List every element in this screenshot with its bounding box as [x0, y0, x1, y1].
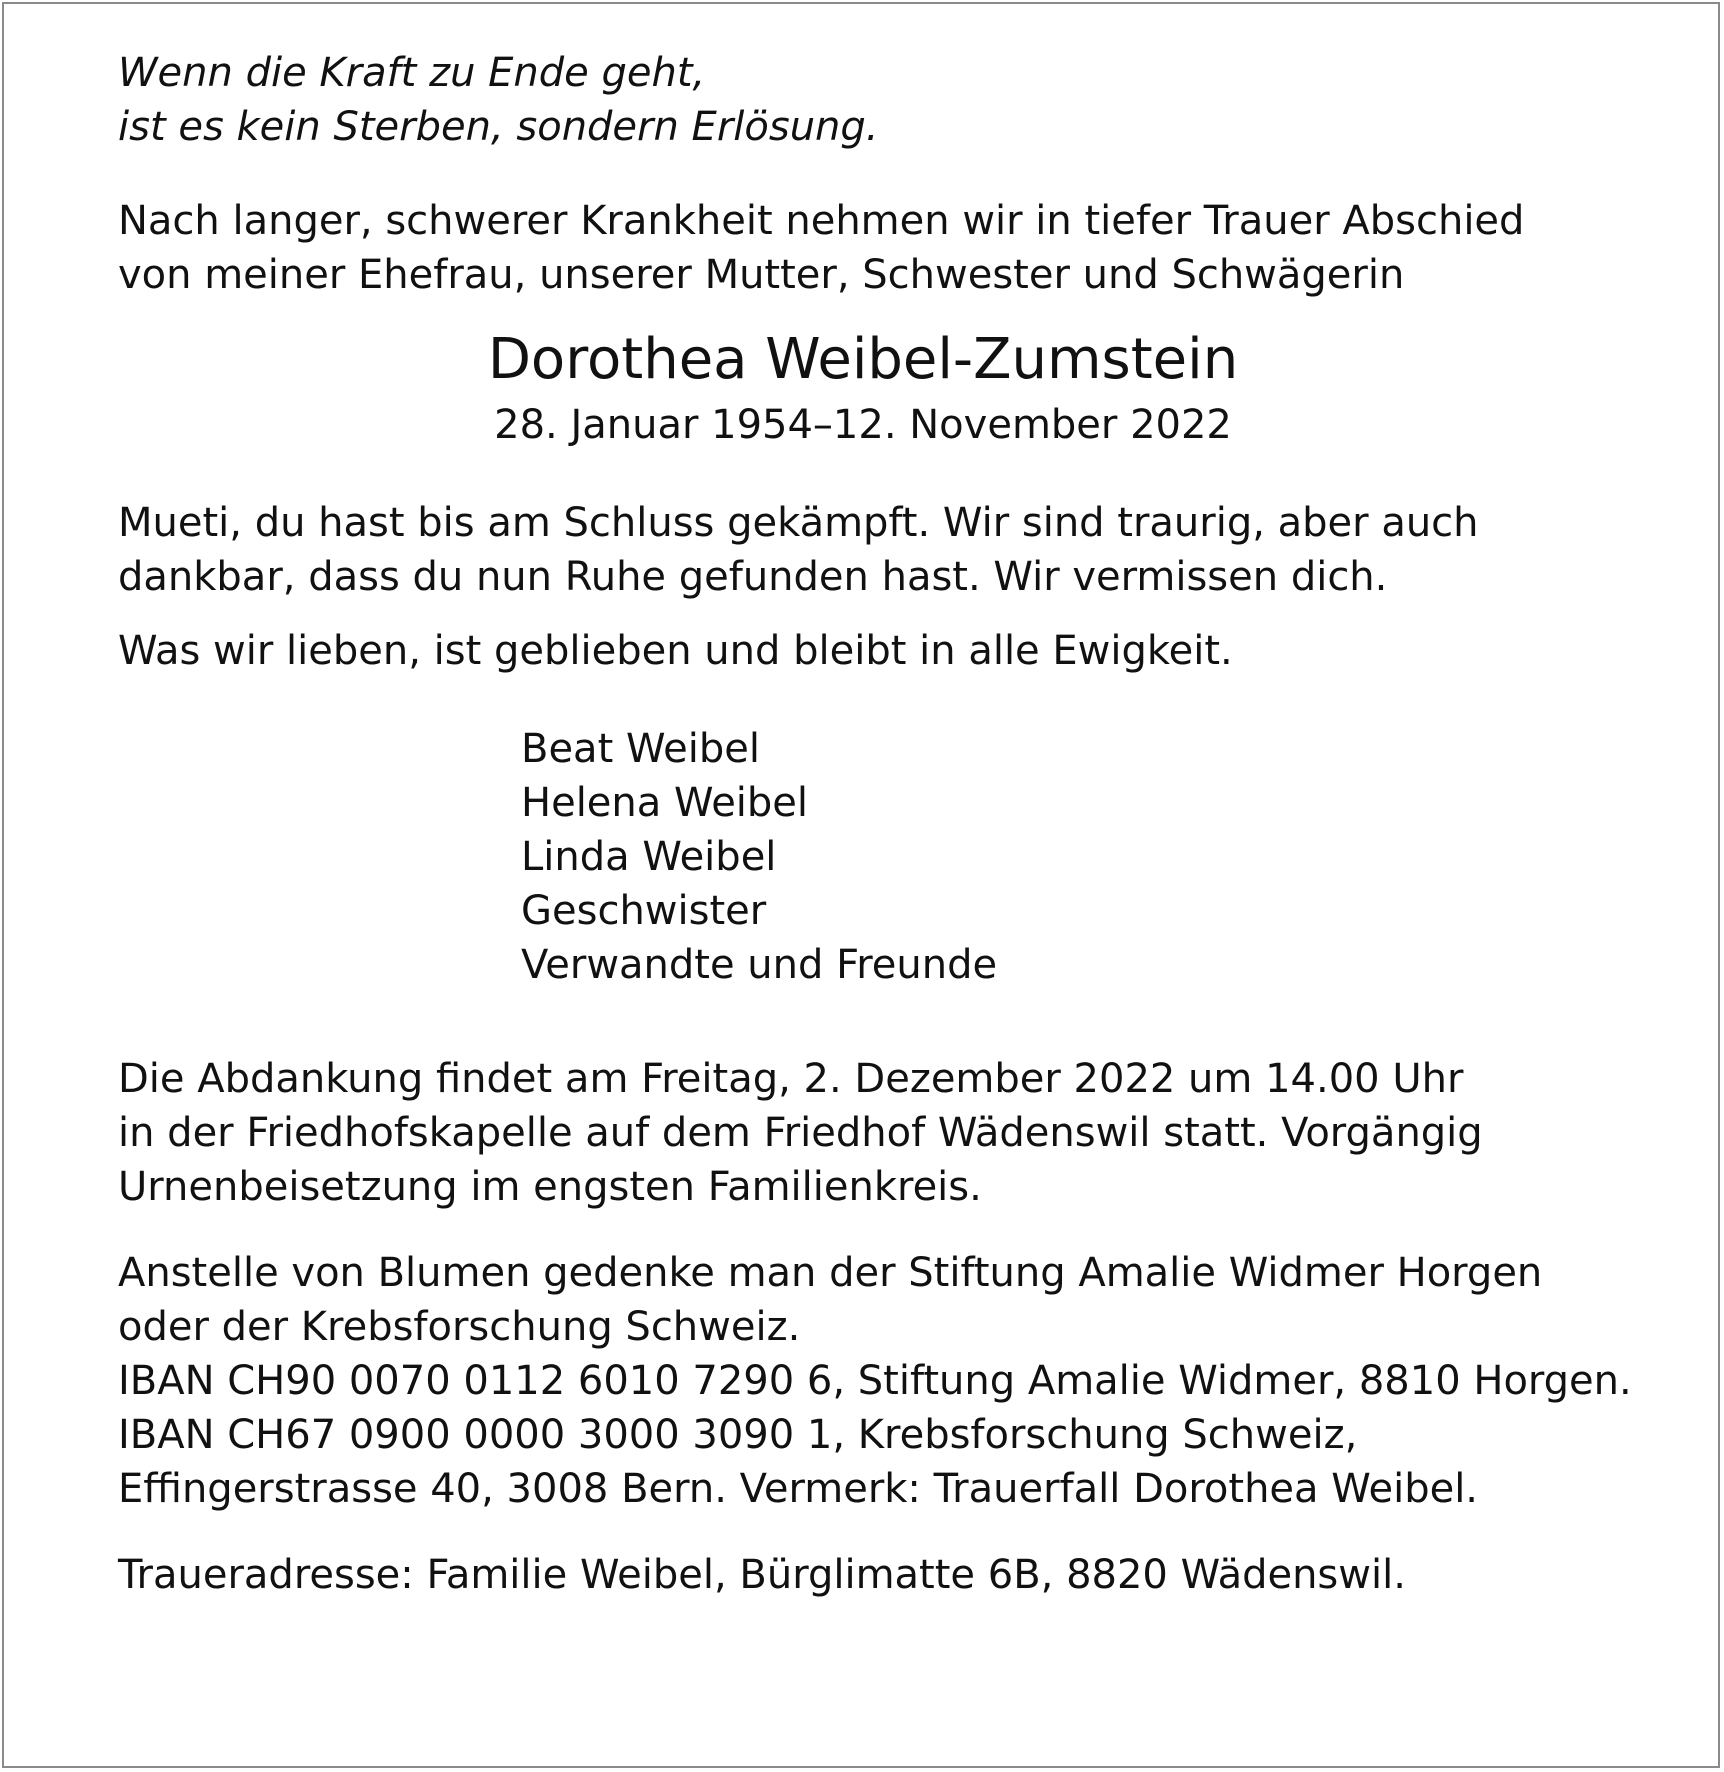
donation-line: Anstelle von Blumen gedenke man der Stiftung Amalie Widmer Horgen	[118, 1250, 1543, 1296]
mourner-name: Helena Weibel	[521, 780, 809, 826]
life-dates: 28. Januar 1954–12. November 2022	[494, 402, 1232, 448]
intro-line: von meiner Ehefrau, unserer Mutter, Schwester und Schwägerin	[118, 252, 1405, 298]
iban-line: IBAN CH67 0900 0000 3000 3090 1, Krebsforschung Schweiz,	[118, 1412, 1358, 1458]
donation-line: oder der Krebsforschung Schweiz.	[118, 1304, 801, 1350]
message-line: Mueti, du hast bis am Schluss gekämpft. Wir sind traurig, aber auch	[118, 500, 1479, 546]
family-message	[118, 496, 1618, 604]
mourners-list	[118, 722, 1618, 992]
iban-line: IBAN CH90 0070 0112 6010 7290 6, Stiftung Amalie Widmer, 8810 Horgen.	[118, 1358, 1632, 1404]
message-line: dankbar, dass du nun Ruhe gefunden hast. Wir vermissen dich.	[118, 554, 1388, 600]
ceremony-line: Die Abdankung findet am Freitag, 2. Dezember 2022 um 14.00 Uhr	[118, 1056, 1464, 1102]
intro-paragraph	[118, 194, 1618, 302]
mourner-name: Beat Weibel	[521, 726, 761, 772]
memorial-quote: Was wir lieben, ist geblieben und bleibt in alle Ewigkeit.	[118, 628, 1233, 674]
deceased-name: Dorothea Weibel-Zumstein	[487, 327, 1239, 392]
motto-line: ist es kein Sterben, sondern Erlösung.	[118, 104, 879, 150]
mourner-name: Verwandte und Freunde	[521, 942, 998, 988]
mourner-name: Linda Weibel	[521, 834, 777, 880]
motto-verse	[118, 46, 1618, 154]
intro-line: Nach langer, schwerer Krankheit nehmen wir in tiefer Trauer Abschied	[118, 198, 1525, 244]
donation-info	[118, 1246, 1632, 1516]
mourner-name: Geschwister	[521, 888, 767, 934]
ceremony-details	[118, 1052, 1618, 1214]
obituary-notice	[118, 46, 1632, 1602]
donation-line: Effingerstrasse 40, 3008 Bern. Vermerk: Trauerfall Dorothea Weibel.	[118, 1466, 1479, 1512]
motto-line: Wenn die Kraft zu Ende geht,	[118, 50, 706, 96]
ceremony-line: Urnenbeisetzung im engsten Familienkreis.	[118, 1164, 982, 1210]
mourning-address: Traueradresse: Familie Weibel, Bürglimatte 6B, 8820 Wädenswil.	[118, 1552, 1406, 1598]
ceremony-line: in der Friedhofskapelle auf dem Friedhof Wädenswil statt. Vorgängig	[118, 1110, 1483, 1156]
